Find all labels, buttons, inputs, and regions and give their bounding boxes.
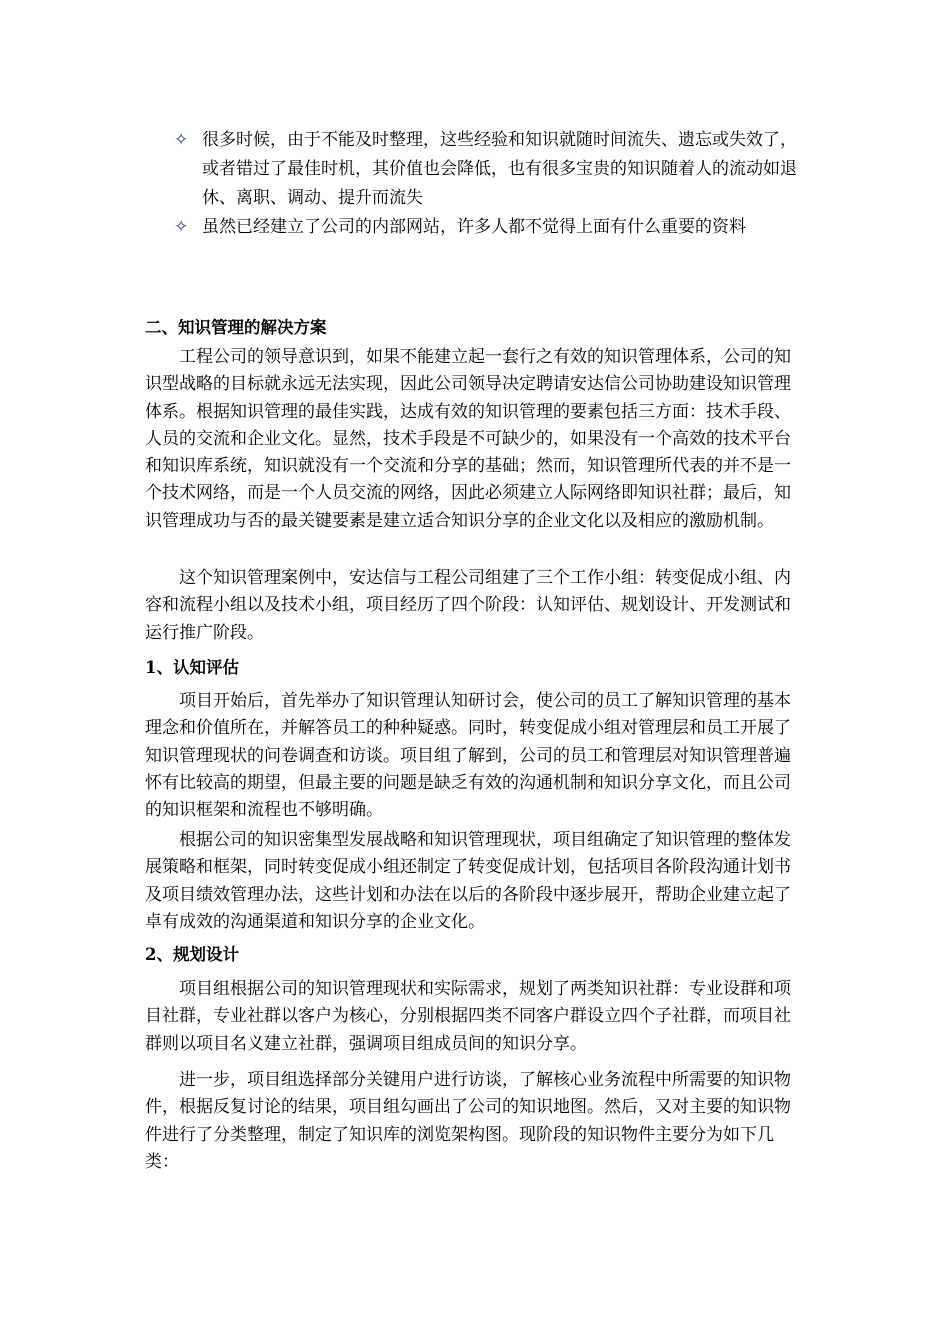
- paragraph: [145, 565, 805, 647]
- paragraph: 进一步，项目组选择部分关键用户进行访谈，了解核心业务流程中所需要的知识物件，根据反复讨论的结果，项目组勾画出了公司的知识地图。然后，又对主要的知识物件进行了分类整理，制定了知识库的浏览架构图。现阶段的知识物件主要分为如下几类：: [145, 1070, 791, 1172]
- bullet-text: 虽然已经建立了公司的内部网站，许多人都不觉得上面有什么重要的资料: [202, 217, 746, 237]
- paragraph: 项目开始后，首先举办了知识管理认知研讨会，使公司的员工了解知识管理的基本理念和价值所在，并解答员工的种种疑惑。同时，转变促成小组对管理层和员工开展了知识管理现状的问卷调查和访谈。项目组了解到，公司的员工和管理层对知识管理普遍怀有比较高的期望，但最主要的问题是缺乏有效的沟通机制和知识分享文化，而且公司的知识框架和流程也不够明确。: [145, 691, 791, 821]
- diamond-outline-icon: ✧: [174, 130, 189, 150]
- bullet-item: [174, 126, 814, 213]
- paragraph-text: 案例中，安达信与工程公司组建了三个工作小组：转变促成小组、内容和流程小组以及技术小组，项目经历了四个阶段：认知评估、规划设计、开发测试和运行推广阶段。: [145, 568, 791, 643]
- subheading: 2、规划设计: [145, 945, 239, 964]
- diamond-outline-icon: ✧: [174, 217, 189, 237]
- bullet-text: 很多时候，由于不能及时整理，这些经验和知识就随时间流失、遗忘或失效了，或者错过了最佳时机，其价值也会降低，也有很多宝贵的知识随着人的流动如退休、离职、调动、提升而流失: [202, 130, 797, 208]
- section-heading: 二、知识管理的解决方案: [145, 318, 327, 337]
- paragraph-lead: 这个知识管理: [179, 568, 281, 588]
- paragraph: 根据公司的知识密集型发展战略和知识管理现状，项目组确定了知识管理的整体发展策略和框架，同时转变促成小组还制定了转变促成计划，包括项目各阶段沟通计划书及项目绩效管理办法，这些计划和办法在以后的各阶段中逐步展开，帮助企业建立起了卓有成效的沟通渠道和知识分享的企业文化。: [145, 830, 791, 932]
- subheading: 1、认知评估: [145, 658, 239, 677]
- paragraph: 工程公司的领导意识到，如果不能建立起一套行之有效的知识管理体系，公司的知识型战略的目标就永远无法实现，因此公司领导决定聘请安达信公司协助建设知识管理体系。根据知识管理的最佳实践，达成有效的知识管理的要素包括三方面：技术手段、人员的交流和企业文化。显然，技术手段是不可缺少的，如果没有一个高效的技术平台和知识库系统，知识就没有一个交流和分享的基础；然而，知识管理所代表的并不是一个技术网络，而是一个人员交流的网络，因此必须建立人际网络即知识社群；最后，知识管理成功与否的最关键要素是建立适合知识分享的企业文化以及相应的激励机制。: [145, 347, 791, 531]
- bullet-item: [174, 213, 814, 242]
- paragraph: 项目组根据公司的知识管理现状和实际需求，规划了两类知识社群：专业设群和项目社群，专业社群以客户为核心，分别根据四类不同客户群设立四个子社群，而项目社群则以项目名义建立社群，强调项目组成员间的知识分享。: [145, 979, 791, 1054]
